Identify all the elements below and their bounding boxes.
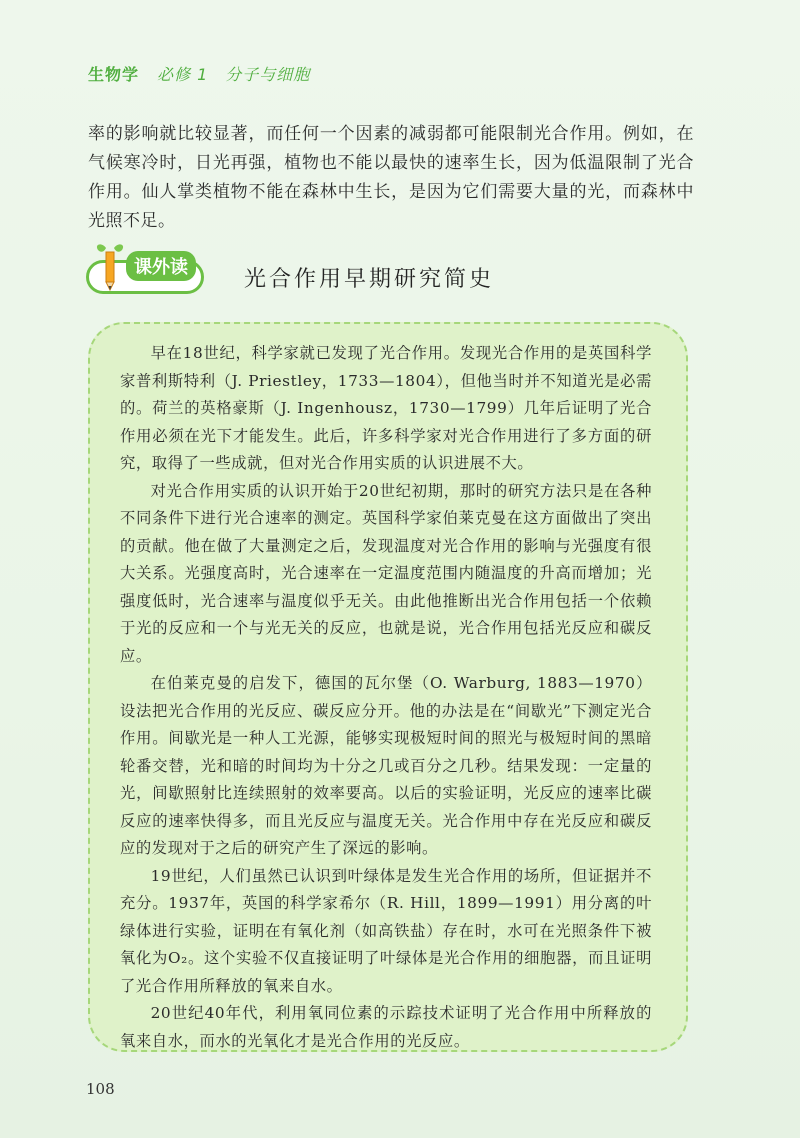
- pencil-icon: [92, 240, 128, 292]
- section-title: 光合作用早期研究简史: [244, 267, 495, 292]
- badge-label: 课外读: [126, 251, 196, 281]
- reading-paragraph: 在伯莱克曼的启发下，德国的瓦尔堡（O. Warburg, 1883—1970）设法把光合作用的光反应、碳反应分开。他的办法是在“间歇光”下测定光合作用。间歇光是一种人工光源，能够实现极短时间的照光与极短时间的黑暗轮番交替，光和暗的时间均为十分之几或百分之几秒。结果发现：一定量的光，间歇照射比连续照射的效率要高。以后的实验证明，光反应的速率比碳反应的速率快得多，而且光反应与温度无关。光合作用中存在光反应和碳反应的发现对于之后的研究产生了深远的影响。: [120, 674, 652, 857]
- reading-paragraph: 19世纪，人们虽然已认识到叶绿体是发生光合作用的场所，但证据并不充分。1937年，英国的科学家希尔（R. Hill，1899—1991）用分离的叶绿体进行实验，证明在有氧化剂（如高铁盐）存在时，水可在光照条件下被氧化为O₂。这个实验不仅直接证明了叶绿体是光合作用的细胞器，而且证明了光合作用所释放的氧来自水。: [120, 866, 652, 995]
- subject-label: 生物学: [88, 65, 140, 84]
- section-heading: [86, 248, 506, 298]
- reading-paragraph: 早在18世纪，科学家就已发现了光合作用。发现光合作用的是英国科学家普利斯特利（J. Priestley，1733—1804），但他当时并不知道光是必需的。荷兰的英格豪斯（J. Ingenhousz，1730—1799）几年后证明了光合作用必须在光下才能发生。此后，许多科学家对光合作用进行了多方面的研究，取得了一些成就，但对光合作用实质的认识进展不大。: [120, 344, 652, 472]
- book-label: 必修 1 分子与细胞: [157, 65, 311, 84]
- reading-paragraph: 对光合作用实质的认识开始于20世纪初期，那时的研究方法只是在各种不同条件下进行光合速率的测定。英国科学家伯莱克曼在这方面做出了突出的贡献。他在做了大量测定之后，发现温度对光合作用的影响与光强度有很大关系。光强度高时，光合速率在一定温度范围内随温度的升高而增加；光强度低时，光合速率与温度似乎无关。由此他推断出光合作用包括一个依赖于光的反应和一个与光无关的反应，也就是说，光合作用包括光反应和碳反应。: [120, 481, 652, 665]
- page-number: 108: [86, 1080, 115, 1098]
- running-header: [88, 62, 310, 85]
- reading-paragraph: 20世纪40年代，利用氧同位素的示踪技术证明了光合作用中所释放的氧来自水，而水的光氧化才是光合作用的光反应。: [120, 1004, 652, 1050]
- intro-paragraph: [88, 120, 694, 236]
- intro-text: 率的影响就比较显著，而任何一个因素的减弱都可能限制光合作用。例如，在气候寒冷时，日光再强，植物也不能以最快的速率生长，因为低温限制了光合作用。仙人掌类植物不能在森林中生长，是因为它们需要大量的光，而森林中光照不足。: [88, 124, 694, 231]
- reading-box: [88, 322, 688, 1052]
